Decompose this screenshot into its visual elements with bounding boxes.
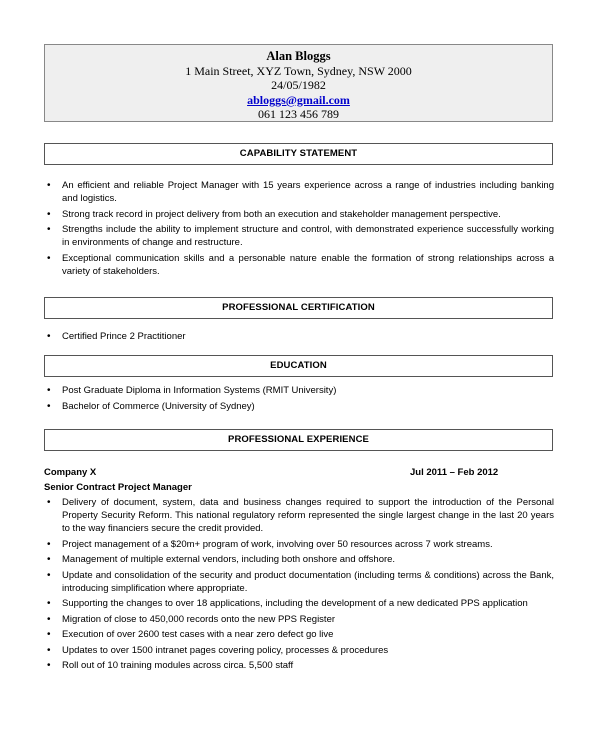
section-heading-capability: CAPABILITY STATEMENT bbox=[44, 143, 553, 165]
email-link[interactable]: abloggs@gmail.com bbox=[247, 92, 350, 107]
list-item: • Strengths include the ability to implement structure and control, with demonstrated experience successfully working in environments of change and restructure. bbox=[44, 223, 554, 249]
list-item: • Project management of a $20m+ program of work, involving over 50 resources across 7 work streams. bbox=[44, 538, 554, 551]
list-item: • Execution of over 2600 test cases with a near zero defect go live bbox=[44, 628, 554, 641]
section-heading-education: EDUCATION bbox=[44, 355, 553, 377]
list-item: • Post Graduate Diploma in Information Systems (RMIT University) bbox=[44, 384, 554, 397]
education-list bbox=[44, 384, 554, 415]
list-item: • Strong track record in project delivery from both an execution and stakeholder management perspective. bbox=[44, 208, 554, 221]
job-title: Senior Contract Project Manager bbox=[44, 482, 192, 493]
experience-list bbox=[44, 496, 554, 675]
certification-list bbox=[44, 330, 554, 346]
capability-list bbox=[44, 179, 554, 280]
date-of-birth: 24/05/1982 bbox=[271, 78, 326, 92]
section-heading-experience: PROFESSIONAL EXPERIENCE bbox=[44, 429, 553, 451]
list-item: • Management of multiple external vendors, including both onshore and offshore. bbox=[44, 553, 554, 566]
list-item: • Migration of close to 450,000 records onto the new PPS Register bbox=[44, 613, 554, 626]
list-item: • Roll out of 10 training modules across circa. 5,500 staff bbox=[44, 659, 554, 672]
phone-number: 061 123 456 789 bbox=[258, 107, 339, 121]
contact-header bbox=[44, 44, 553, 122]
list-item: • Update and consolidation of the security and product documentation (including terms & conditions) across the Bank, introducing simplification where appropriate. bbox=[44, 569, 554, 595]
list-item: • Updates to over 1500 intranet pages covering policy, processes & procedures bbox=[44, 644, 554, 657]
candidate-name: Alan Bloggs bbox=[266, 49, 331, 63]
job-dates: Jul 2011 – Feb 2012 bbox=[410, 467, 499, 478]
list-item: • Bachelor of Commerce (University of Sydney) bbox=[44, 400, 554, 413]
section-heading-certification: PROFESSIONAL CERTIFICATION bbox=[44, 297, 553, 319]
address: 1 Main Street, XYZ Town, Sydney, NSW 2000 bbox=[185, 63, 412, 78]
list-item: • Certified Prince 2 Practitioner bbox=[44, 330, 554, 343]
list-item: • Delivery of document, system, data and business changes required to support the introduction of the Personal Property Security Reform. This national regulatory reform represented the single largest change in the last 20 years to the way financiers secure the credit provided. bbox=[44, 496, 554, 535]
list-item: • An efficient and reliable Project Manager with 15 years experience across a range of industries including banking and logistics. bbox=[44, 179, 554, 205]
list-item: • Exceptional communication skills and a personable nature enable the formation of strong relationships across a variety of stakeholders. bbox=[44, 252, 554, 278]
company-name: Company X bbox=[44, 467, 97, 478]
list-item: • Supporting the changes to over 18 applications, including the development of a new dedicated PPS application bbox=[44, 597, 554, 610]
